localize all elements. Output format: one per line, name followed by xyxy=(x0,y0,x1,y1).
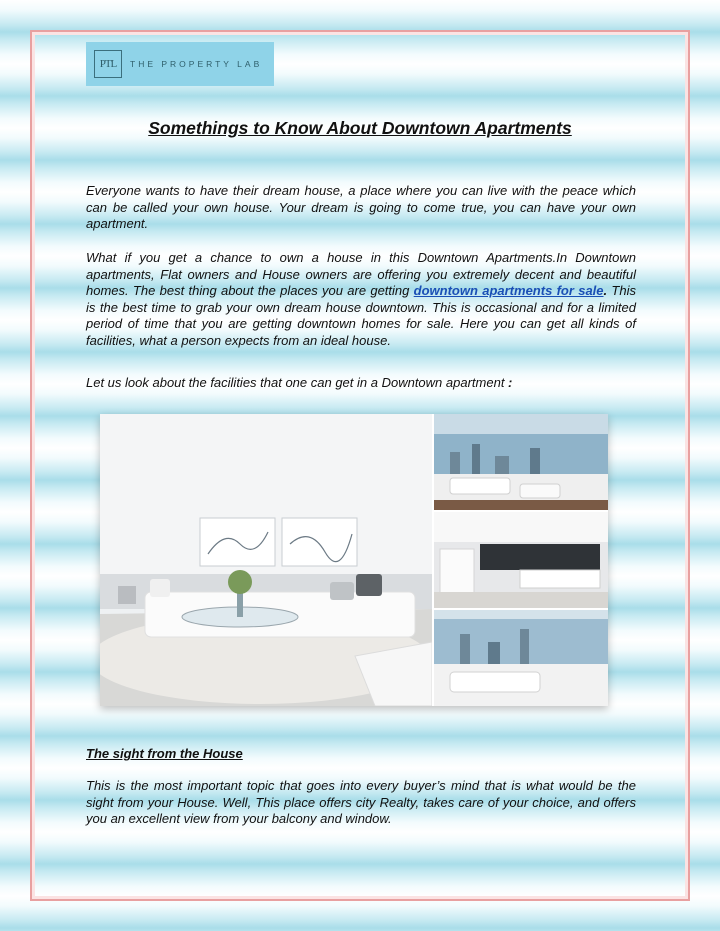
facilities-paragraph xyxy=(86,375,636,392)
logo-text: THE PROPERTY LAB xyxy=(130,59,263,69)
apartment-photo-illustration xyxy=(100,414,608,706)
downtown-apartments-link[interactable]: downtown apartments for sale xyxy=(413,283,604,299)
offer-text-start: What if you get a chance to own a house in this Downtown Apartments.In Downtown apartments, Flat owners and House owners are offering you extremely decent and beautiful homes. The best thing about the places you are getting xyxy=(86,250,636,299)
facilities-colon: : xyxy=(508,375,513,390)
company-logo[interactable] xyxy=(86,42,274,86)
logo-mark-icon: PTL xyxy=(94,50,122,78)
section-body: This is the most important topic that goes into every buyer’s mind that is what would be the sight from your House. Well, This place offers city Realty, takes care of your choice, and offers you an excellent view from your balcony and window. xyxy=(86,778,636,827)
apartment-photo-collage xyxy=(100,414,608,706)
page-title: Somethings to Know About Downtown Apartments xyxy=(148,118,572,138)
facilities-text: Let us look about the facilities that one can get in a Downtown apartment xyxy=(86,375,509,390)
offer-text-end: This is the best time to grab your own dream house downtown. This is occasional and for a limited period of time that you are getting downtown homes for sale. Here you can get all kinds of facilities, what a person expects from an ideal house. xyxy=(86,283,636,348)
section-heading: The sight from the House xyxy=(86,746,243,761)
intro-paragraph: Everyone wants to have their dream house, a place where you can live with the peace which can be called your own house. Your dream is going to come true, you can have your own apartment. xyxy=(86,183,636,232)
offer-text-dot: . xyxy=(603,283,608,299)
offer-paragraph xyxy=(86,250,636,350)
